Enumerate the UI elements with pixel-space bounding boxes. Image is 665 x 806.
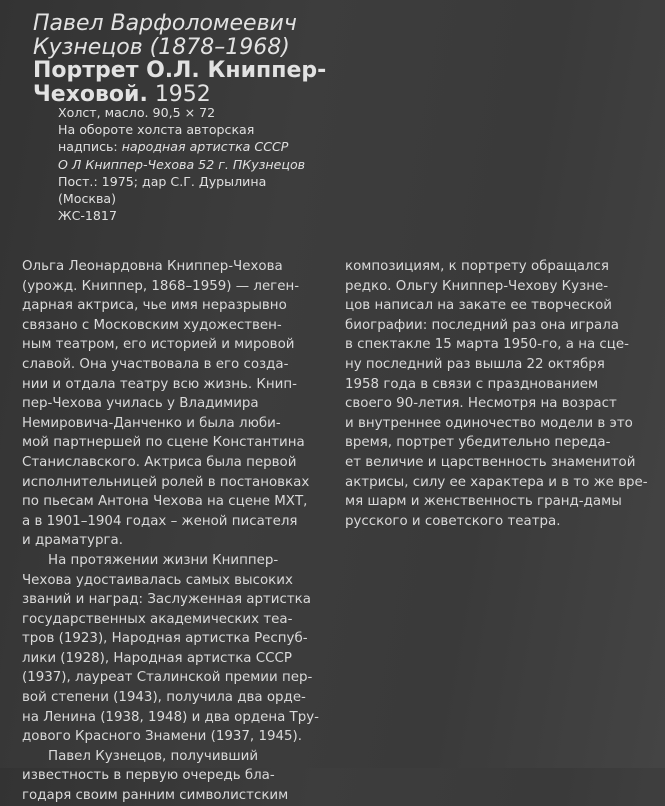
text-line: нии и отдала театру всю жизнь. Книп- [22,376,297,392]
text-line: пер-Чехова училась у Владимира [22,396,259,412]
inscription-label: На обороте холста авторская [58,122,255,138]
description-column-1 [22,257,319,806]
provenance: Пост.: 1975; дар С.Г. Дурылина [58,173,267,189]
text-line: Станиславского. Актриса была первой [22,454,297,470]
text-line: лики (1928), Народная артистка СССР [22,650,292,666]
medium-dimensions: Холст, масло. 90,5 × 72 [58,105,216,120]
text-line: годаря своим ранним символистским [22,788,289,804]
text-line: биографии: последний раз она играла [345,317,619,333]
text-line: званий и наград: Заслуженная артистка [22,592,311,608]
text-line: дарная актриса, чье имя неразрывно [22,298,287,314]
text-line: (урожд. Книппер, 1868–1959) — леген- [22,278,300,294]
text-line: на Ленина (1938, 1948) и два ордена Тру- [22,709,319,725]
text-line: известность в первую очередь бла- [22,768,275,784]
text-line: в спектакле 15 марта 1950-го, а на сце- [345,337,629,353]
artwork-details [58,104,305,224]
text-line: тров (1923), Народная артистка Респуб- [22,631,308,647]
text-line: вой степени (1943), получила два орде- [22,690,306,706]
text-line: своего 90-летия. Несмотря на возраст [345,396,617,412]
inscription-text: народная артистка СССР [121,139,289,155]
provenance: (Москва) [58,191,117,207]
inventory-number: ЖС-1817 [58,208,117,224]
text-line: дового Красного Знамени (1937, 1945). [22,729,303,745]
text-line: исполнительницей ролей в постановках [22,474,310,490]
inscription-label: надпись: [58,139,118,155]
label-heading [33,12,326,106]
text-line: Чехова удостаивалась самых высоких [22,572,293,588]
artist-dates-line: Кузнецов (1878–1968) [33,34,290,60]
text-line: 1958 года в связи с празднованием [345,376,599,392]
artist-name-line: Павел Варфоломеевич [33,11,297,36]
text-line: (1937), лауреат Сталинской премии пер- [22,670,313,686]
text-line: редко. Ольгу Книппер-Чехову Кузне- [345,278,609,294]
text-line: государственных академических теа- [22,611,293,627]
text-line: по пьесам Антона Чехова на сцене МХТ, [22,494,308,510]
text-line: мя шарм и женственность гранд-дамы [345,494,622,510]
text-line: мой партнершей по сцене Константина [22,435,305,451]
description-column-2 [345,257,648,531]
inscription-text: О Л Книппер-Чехова 52 г. ПКузнецов [58,156,306,172]
text-line: связано с Московским художествен- [22,317,282,333]
text-line: ет величие и царственность знаменитой [345,454,636,470]
text-line: славой. Она участвовала в его созда- [22,356,289,372]
text-line: Немировича-Данченко и была люби- [22,415,281,431]
text-line: ну последний раз вышла 22 октября [345,356,605,372]
text-line: актрисы, силу ее характера и в то же вре- [345,474,648,490]
text-line: и внутреннее одиночество модели в это [345,415,633,431]
text-line: время, портрет убедительно переда- [345,435,611,451]
text-line: ным театром, его историей и мировой [22,337,295,353]
text-line: композициям, к портрету обращался [345,259,609,274]
text-line: а в 1901–1904 годах – женой писателя [22,513,298,529]
text-line: Ольга Леонардовна Книппер-Чехова [22,259,283,274]
text-line: цов написал на закате ее творческой [345,298,613,314]
text-line: Павел Кузнецов, получивший [48,748,259,764]
text-line: русского и советского театра. [345,513,561,529]
text-line: На протяжении жизни Книппер- [48,552,279,568]
artwork-title-line: Портрет О.Л. Книппер- [33,58,327,83]
artwork-year: 1952 [154,81,211,107]
artwork-title-line: Чеховой. [33,81,148,107]
text-line: и драматурга. [22,533,123,549]
